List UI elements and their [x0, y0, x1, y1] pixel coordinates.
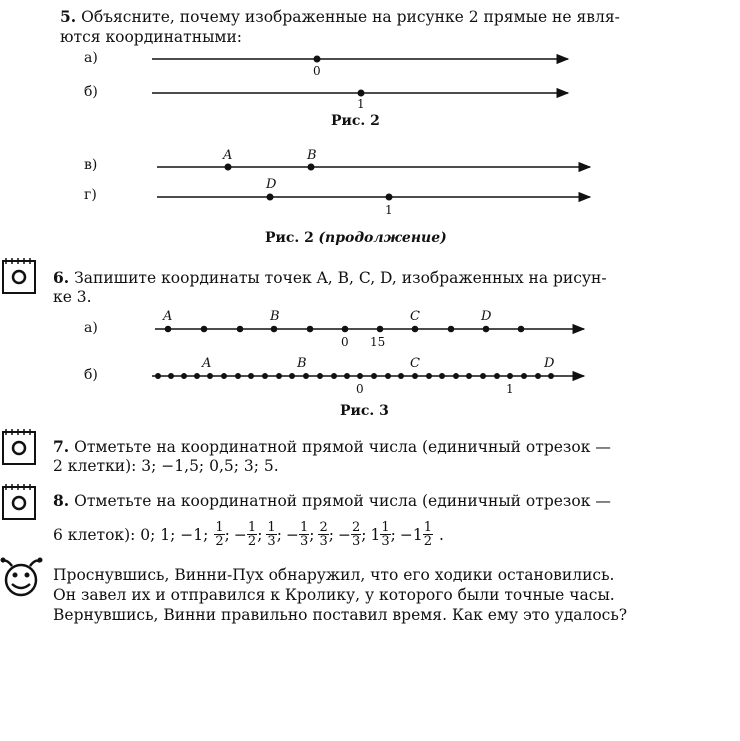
fraction-item	[338, 521, 367, 548]
fraction	[318, 521, 328, 548]
label-v: в)	[84, 157, 98, 173]
ex7-number: 7.	[53, 437, 70, 456]
fraction-numerator: 1	[247, 520, 257, 535]
fraction	[247, 521, 257, 548]
fraction-item	[370, 521, 395, 548]
fraction-sign: −	[337, 525, 351, 544]
fraction-item	[234, 521, 263, 548]
fraction	[423, 521, 433, 548]
fig3a-B-label: B	[270, 309, 280, 324]
fig3b-D-label: D	[544, 356, 555, 371]
fig2v-B-label: B	[307, 148, 317, 163]
fraction-numerator: 1	[423, 520, 433, 535]
ex5-line1: 5. Объясните, почему изображенные на рисунке 2 прямые не явля-	[60, 7, 620, 26]
fraction-numerator: 1	[299, 520, 309, 535]
fig3-caption: Рис. 3	[340, 403, 389, 419]
fraction-whole: 1	[370, 525, 381, 544]
fraction-denominator: 3	[299, 534, 309, 549]
ex8-period: .	[439, 525, 444, 544]
fraction-separator: ;	[328, 525, 334, 544]
notebook-icon-ex7	[3, 429, 35, 464]
fig3a-zero-label: 0	[341, 335, 349, 349]
fraction-denominator: 2	[247, 534, 257, 549]
puzzle-line3: Вернувшись, Винни правильно поставил время. Как ему это удалось?	[53, 606, 628, 624]
fraction-denominator: 2	[215, 534, 224, 549]
fraction	[380, 521, 390, 548]
fraction-separator: ;	[276, 525, 282, 544]
fraction	[214, 521, 224, 548]
fig2-caption: Рис. 2	[331, 113, 380, 129]
ex5-number: 5.	[60, 7, 77, 26]
fraction-separator: ;	[309, 525, 315, 544]
fraction-numerator: 1	[215, 520, 224, 535]
fig3b-C-label: C	[410, 356, 420, 371]
ex6-line1: 6. Запишите координаты точек A, B, C, D, изображенных на рисун-	[53, 268, 607, 287]
puzzle-line2: Он завел их и отправился к Кролику, у которого были точные часы.	[53, 586, 615, 604]
fraction-item	[286, 521, 315, 548]
fraction-separator: ;	[361, 525, 367, 544]
ex6-number: 6.	[53, 268, 70, 287]
notebook-icon-ex6	[3, 258, 35, 293]
fraction	[299, 521, 309, 548]
puzzle-line1: Проснувшись, Винни-Пух обнаружил, что его ходики остановились.	[53, 566, 615, 584]
bee-icon	[1, 558, 43, 596]
ex6-line2: ке 3.	[53, 288, 92, 306]
fraction-numerator: 2	[319, 520, 328, 535]
fig2b-one-label: 1	[357, 97, 365, 111]
ex8-number: 8.	[53, 491, 70, 510]
fraction-numerator: 1	[381, 520, 390, 535]
fraction-sign: −	[399, 525, 413, 544]
fraction-separator: ;	[257, 525, 263, 544]
fraction	[266, 521, 276, 548]
ex8-line2	[53, 521, 444, 548]
fig3a-D-label: D	[481, 309, 492, 324]
fig3b-one-label: 1	[506, 382, 514, 396]
fig3a-C-label: C	[410, 309, 420, 324]
ex8-line2-start: 6 клеток): 0; 1; −1;	[53, 525, 209, 544]
fig2-cont-caption: Рис. 2 (продолжение)	[265, 230, 447, 246]
fig3b-zero-label: 0	[356, 382, 364, 396]
fraction-sign: −	[285, 525, 299, 544]
fraction-item	[400, 521, 433, 548]
fraction-denominator: 3	[381, 534, 390, 549]
fraction-separator: ;	[224, 525, 230, 544]
fraction-numerator: 1	[267, 520, 276, 535]
ex7-line2: 2 клетки): 3; −1,5; 0,5; 3; 5.	[53, 457, 279, 475]
fraction-separator: ;	[390, 525, 396, 544]
notebook-icon-ex8	[3, 484, 35, 519]
fraction-denominator: 3	[351, 534, 361, 549]
ex7-line1: 7. Отметьте на координатной прямой числа (единичный отрезок —	[53, 437, 611, 456]
fraction	[351, 521, 361, 548]
fraction-item	[318, 521, 334, 548]
label-3a: а)	[84, 320, 98, 336]
label-3b: б)	[84, 367, 98, 383]
fig3b-B-label: B	[297, 356, 307, 371]
fraction-denominator: 3	[319, 534, 328, 549]
label-a: а)	[84, 50, 98, 66]
fraction-denominator: 2	[423, 534, 433, 549]
fraction-item	[266, 521, 282, 548]
fig2g-one-label: 1	[385, 203, 393, 217]
fraction-whole: 1	[412, 525, 423, 544]
fig2a-zero-label: 0	[313, 64, 321, 78]
label-b: б)	[84, 84, 98, 100]
fig3a-A-label: A	[163, 309, 173, 324]
ex5-line2: ются координатными:	[60, 28, 243, 46]
label-g: г)	[84, 187, 97, 203]
ex8-line1: 8. Отметьте на координатной прямой числа (единичный отрезок —	[53, 491, 611, 510]
fraction-numerator: 2	[351, 520, 361, 535]
ex8-fractions	[214, 521, 433, 548]
fig2g-D-label: D	[266, 177, 277, 192]
fig3b-A-label: A	[202, 356, 212, 371]
fig2v-A-label: A	[223, 148, 233, 163]
fraction-sign: −	[233, 525, 247, 544]
fraction-denominator: 3	[267, 534, 276, 549]
fraction-item	[214, 521, 230, 548]
fig3a-fifteen-label: 15	[370, 335, 386, 349]
